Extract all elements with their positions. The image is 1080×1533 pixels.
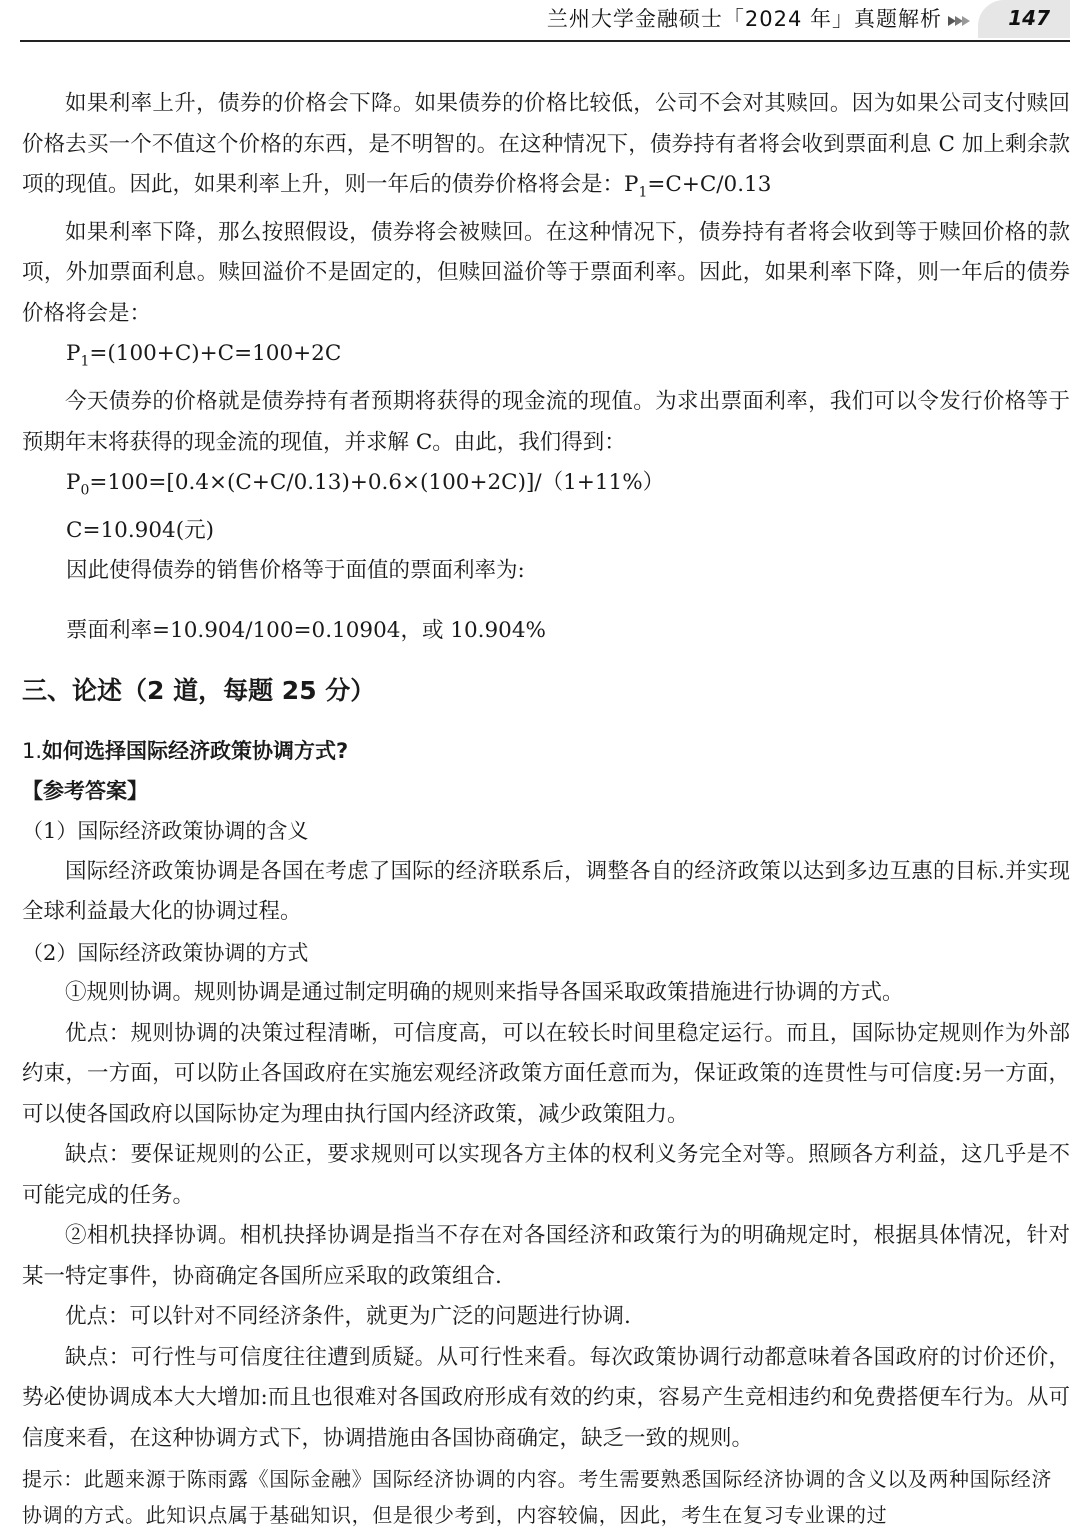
tip-paragraph: 提示：此题来源于陈雨露《国际金融》国际经济协调的内容。考生需要熟悉国际经济协调的含义以及两种国际经济协调的方式。此知识点属于基础知识，但是很少考到，内容较偏，因此，考生在复习专业课的过 — [22, 1467, 1052, 1528]
page-content — [22, 84, 1070, 1533]
formula-symbol: P — [66, 341, 81, 367]
paragraph-rate-rise — [22, 84, 1070, 213]
paragraph-meaning: 国际经济政策协调是各国在考虑了国际的经济联系后，调整各自的经济政策以达到多边互惠的目标.并实现全球利益最大化的协调过程。 — [22, 858, 1070, 925]
item-rule-pros: 优点：规则协调的决策过程清晰，可信度高，可以在较长时间里稳定运行。而且，国际协定规则作为外部约束，一方面，可以防止各国政府在实施宏观经济政策方面任意而为，保证政策的连贯性与可信度:另一方面，可以使各国政府以国际协定为理由执行国内经济政策，减少政策阻力。 — [22, 1020, 1070, 1127]
page-header — [20, 0, 1070, 42]
question-text: 如何选择国际经济政策协调方式? — [42, 739, 349, 764]
page-number-tab — [978, 0, 1070, 38]
question-title — [22, 731, 1070, 771]
formula-subscript: 0 — [80, 482, 90, 499]
answer-label: 【参考答案】 — [22, 779, 148, 804]
paragraph-rate-fall: 如果利率下降，那么按照假设，债券将会被赎回。在这种情况下，债券持有者将会收到等于赎回价格的款项，外加票面利息。赎回溢价不是固定的，但赎回溢价等于票面利率。因此，如果利率下降，则一年后的债券价格将会是： — [22, 219, 1070, 326]
formula-text: =(100+C)+C=100+2C — [89, 341, 342, 367]
formula-symbol: P — [66, 470, 81, 496]
formula-p0 — [22, 463, 1070, 511]
item-rule-cons: 缺点：要保证规则的公正，要求规则可以实现各方主体的权利义务完全对等。照顾各方利益，这几乎是不可能完成的任务。 — [22, 1142, 1070, 1208]
item-discretionary-pros: 优点：可以针对不同经济条件，就更为广泛的问题进行协调. — [65, 1304, 631, 1330]
double-arrow-icon — [948, 14, 970, 28]
subheading-methods: （2）国际经济政策协调的方式 — [22, 940, 309, 965]
formula-coupon-rate: 票面利率=10.904/100=0.10904，或 10.904% — [66, 617, 546, 643]
item-rule-coordination: ①规则协调。规则协调是通过制定明确的规则来指导各国采取政策措施进行协调的方式。 — [65, 980, 904, 1006]
section-title: 三、论述（2 道，每题 25 分） — [22, 676, 376, 706]
header-title: 兰州大学金融硕士「2024 年」真题解析 — [546, 7, 942, 31]
formula-symbol: P — [624, 172, 639, 197]
formula-subscript: 1 — [80, 353, 90, 370]
page-number: 147 — [1008, 6, 1050, 30]
item-discretionary-cons: 缺点：可行性与可信度往往遭到质疑。从可行性来看。每次政策协调行动都意味着各国政府的讨价还价，势必使协调成本大大增加:而且也很难对各国政府形成有效的约束，容易产生竞相违约和免费搭便车行为。从可信度来看，在这种协调方式下，协调措施由各国协商确定，缺乏一致的规则。 — [22, 1344, 1070, 1451]
question-number: 1. — [22, 739, 43, 764]
formula-subscript: 1 — [638, 184, 648, 201]
subheading-meaning: （1）国际经济政策协调的含义 — [22, 819, 309, 844]
formula-text: =100=[0.4×(C+C/0.13)+0.6×(100+2C)]/（1+11%） — [89, 470, 665, 496]
paragraph-coupon-rate-intro: 因此使得债券的销售价格等于面值的票面利率为: — [66, 558, 525, 584]
formula-p1 — [22, 334, 1070, 382]
paragraph-present-value: 今天债券的价格就是债券持有者预期将获得的现金流的现值。为求出票面利率，我们可以令发行价格等于预期年末将获得的现金流的现值，并求解 C。由此，我们得到： — [22, 389, 1070, 455]
formula-c: C=10.904(元) — [66, 517, 214, 543]
item-discretionary-coordination: ②相机抉择协调。相机抉择协调是指当不存在对各国经济和政策行为的明确规定时，根据具体情况，针对某一特定事件，协商确定各国所应采取的政策组合. — [22, 1223, 1070, 1289]
paragraph-text: 如果利率上升，债券的价格会下降。如果债券的价格比较低，公司不会对其赎回。因为如果公司支付赎回价格去买一个不值这个价格的东西，是不明智的。在这种情况下，债券持有者将会收到票面利息 C 加上剩余款项的现值。因此，如果利率上升，则一年后的债券价格将会是： — [22, 91, 1070, 197]
formula-text: =C+C/0.13 — [647, 172, 772, 197]
